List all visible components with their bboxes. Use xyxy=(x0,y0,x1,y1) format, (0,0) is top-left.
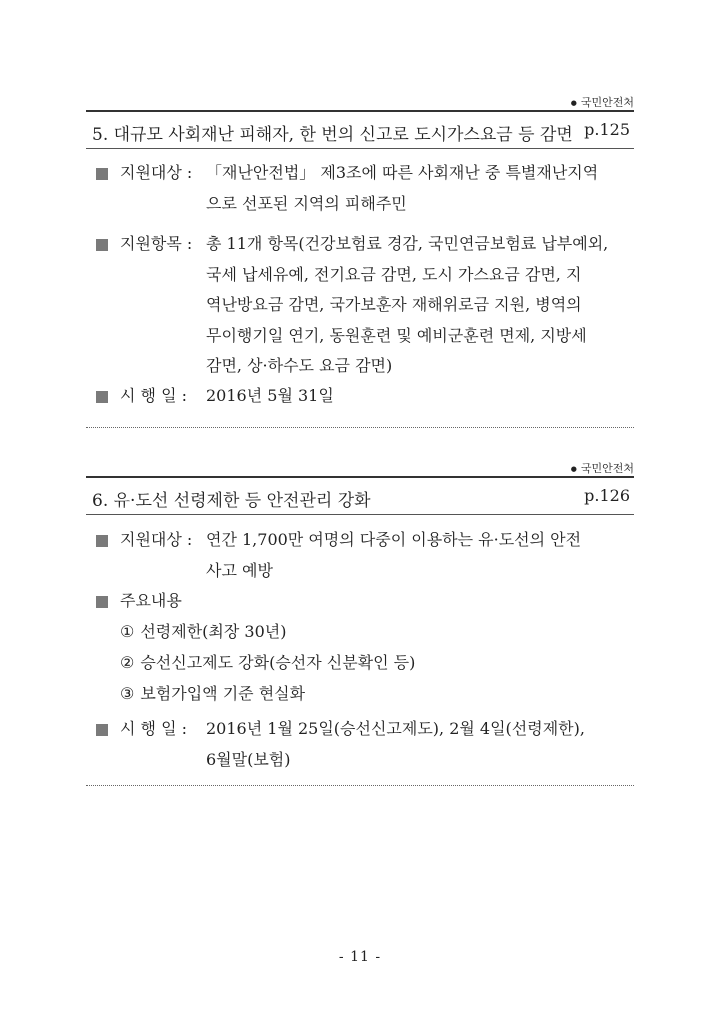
agency-label: ● 국민안전처 xyxy=(570,96,634,109)
value-line: 무이행기일 연기, 동원훈련 및 예비군훈련 면제, 지방세 xyxy=(206,325,587,345)
title-bottom-rule xyxy=(86,148,634,149)
section-title: 6. 유·도선 선령제한 등 안전관리 강화 xyxy=(92,491,371,511)
value-line: 2016년 1월 25일(승선신고제도), 2월 4일(선령제한), xyxy=(206,719,585,738)
value-line: 역난방요금 감면, 국가보훈자 재해위로금 지원, 병역의 xyxy=(206,295,582,314)
square-bullet-icon xyxy=(96,724,108,736)
item-value xyxy=(206,381,634,412)
item-value xyxy=(206,714,634,775)
page-number: - 11 - xyxy=(338,949,382,965)
section-divider xyxy=(86,785,634,786)
item-label: 시 행 일 : xyxy=(120,719,188,738)
item-label: 주요내용 xyxy=(120,591,182,610)
item-label: 시 행 일 : xyxy=(120,386,188,405)
sub-item xyxy=(120,679,305,709)
value-line: 2016년 5월 31일 xyxy=(206,386,334,405)
item-value xyxy=(206,229,634,382)
section-title: 5. 대규모 사회재난 피해자, 한 번의 신고로 도시가스요금 등 감면 xyxy=(92,125,573,145)
sub-item-text: 보험가입액 기준 현실화 xyxy=(140,684,306,703)
agency-label: ● 국민안전처 xyxy=(570,462,634,475)
value-line: 국세 납세유예, 전기요금 감면, 도시 가스요금 감면, 지 xyxy=(206,264,582,284)
page-reference: p.125 xyxy=(584,120,630,139)
square-bullet-icon xyxy=(96,535,108,547)
bullet-dot-icon: ● xyxy=(570,465,577,473)
value-line: 총 11개 항목(건강보험료 경감, 국민연금보험료 납부예외, xyxy=(206,234,609,253)
value-line: 「재난안전법」 제3조에 따른 사회재난 중 특별재난지역 xyxy=(206,163,599,182)
title-bottom-rule xyxy=(86,514,634,515)
section-divider xyxy=(86,427,634,428)
title-top-rule xyxy=(86,476,634,478)
item-label: 지원대상 : xyxy=(120,163,193,182)
circled-number: ① xyxy=(120,622,135,641)
sub-item-text: 승선신고제도 강화(승선자 신분확인 등) xyxy=(140,653,416,672)
item-label: 지원대상 : xyxy=(120,530,193,549)
square-bullet-icon xyxy=(96,391,108,403)
value-line: 으로 선포된 지역의 피해주민 xyxy=(206,193,407,213)
square-bullet-icon xyxy=(96,596,108,608)
item-label: 지원항목 : xyxy=(120,234,193,253)
item-value xyxy=(206,525,634,586)
value-line: 사고 예방 xyxy=(206,560,273,580)
value-line: 6월말(보험) xyxy=(206,749,291,769)
square-bullet-icon xyxy=(96,239,108,251)
circled-number: ② xyxy=(120,653,135,672)
bullet-dot-icon: ● xyxy=(570,99,577,107)
page-reference: p.126 xyxy=(584,486,630,505)
section-5 xyxy=(86,90,634,430)
section-6 xyxy=(86,456,634,796)
sub-item xyxy=(120,617,286,647)
sub-item-text: 선령제한(최장 30년) xyxy=(140,622,287,641)
circled-number: ③ xyxy=(120,684,135,703)
value-line: 감면, 상·하수도 요금 감면) xyxy=(206,356,393,375)
value-line: 연간 1,700만 여명의 다중이 이용하는 유·도선의 안전 xyxy=(206,530,582,549)
title-top-rule xyxy=(86,110,634,112)
square-bullet-icon xyxy=(96,168,108,180)
sub-item xyxy=(120,648,415,678)
item-value xyxy=(206,158,634,219)
